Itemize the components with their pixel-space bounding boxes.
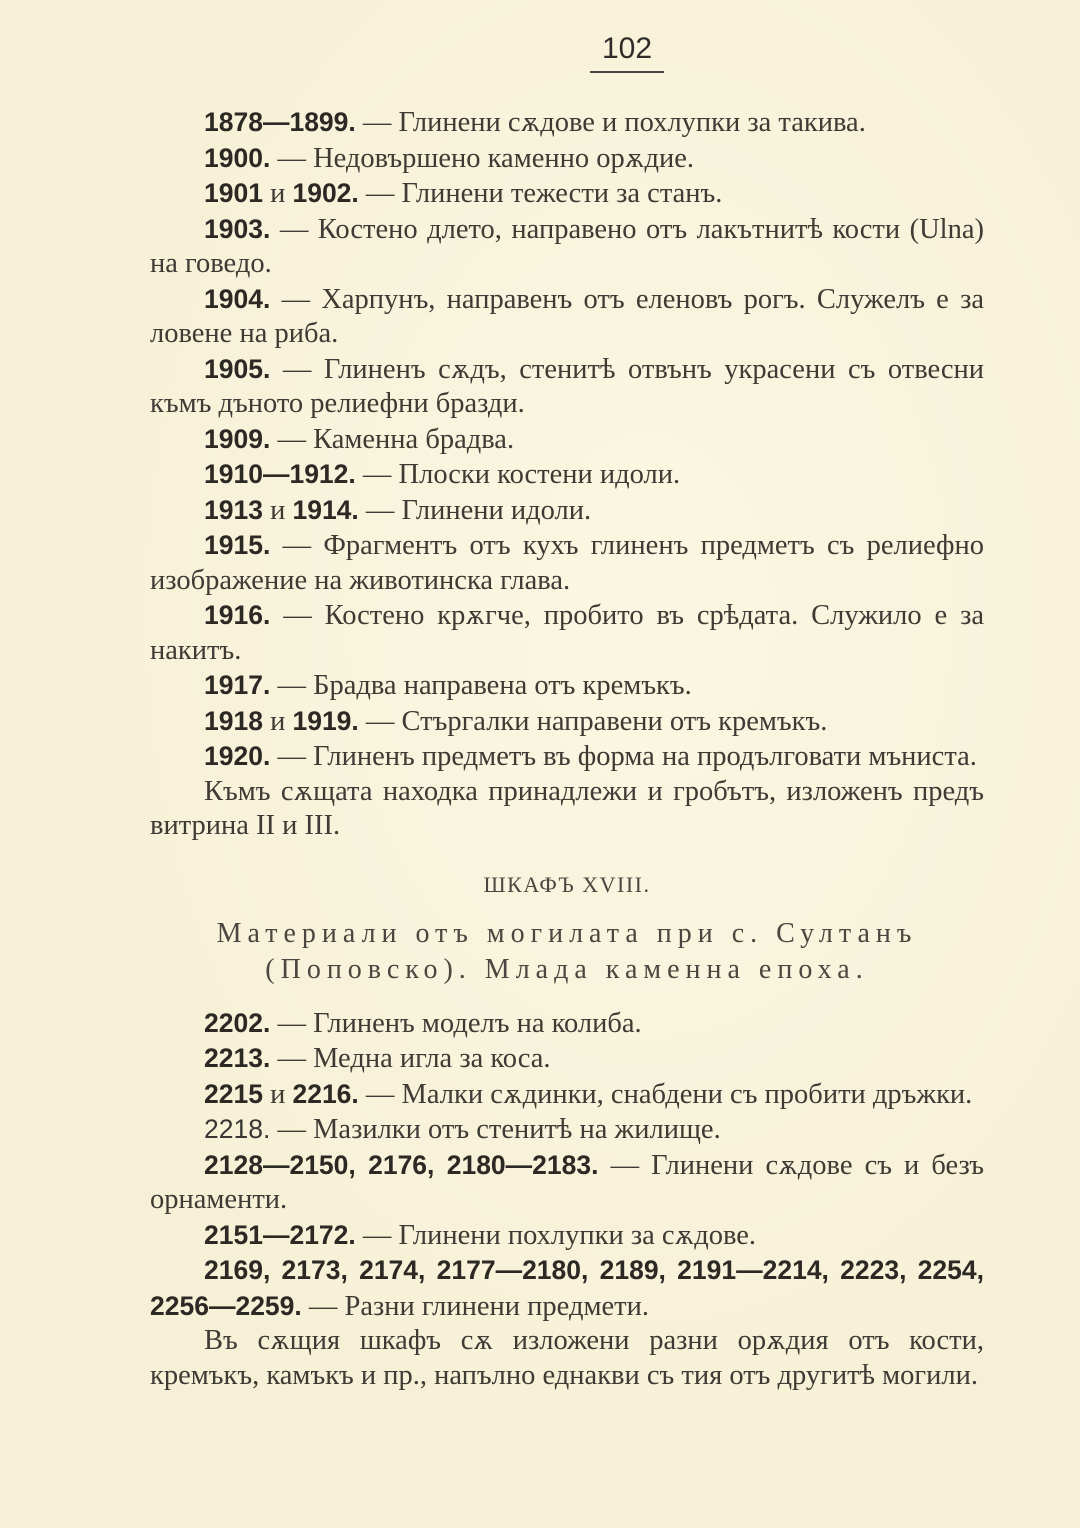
entry-1920 (150, 739, 984, 775)
page-number: 102 (590, 32, 664, 73)
entry-number: 2213. (204, 1043, 271, 1073)
entry-number: 1915. (204, 530, 271, 560)
entry-2215 (150, 1077, 984, 1113)
entry-number: 1909. (204, 423, 271, 454)
section-2 (150, 1006, 984, 1394)
entry-number-2: 1902. (292, 178, 359, 208)
entry-number: 2169, 2173, 2174, 2177—2180, 2189, 2191—2214, 2223, 2254, 2256—2259. (150, 1255, 984, 1321)
entry-number: 1920. (204, 741, 271, 771)
entry-number: 1910—1912. (204, 459, 356, 489)
entry-1901 (150, 176, 984, 212)
entry-number: 1918 (204, 705, 263, 736)
entry-text: — Разни глинени предмети. (301, 1290, 649, 1322)
entry-1900 (150, 141, 984, 177)
entry-text: — Мазилки отъ стенитѣ на жилище. (270, 1114, 721, 1145)
entry-number: 1904. (204, 283, 271, 314)
entry-number: 2215 (204, 1078, 263, 1109)
entry-number: 1905. (204, 353, 271, 384)
entry-1918 (150, 704, 984, 740)
entry-text: — Малки сѫдинки, снабдени съ пробити дръжки. (358, 1078, 973, 1110)
entry-number: 1916. (204, 600, 271, 630)
entry-number: 1901 (204, 178, 263, 208)
entry-number: 2218. (204, 1114, 271, 1144)
section-1 (150, 105, 984, 844)
section-2-closing: Въ сѫщия шкафъ сѫ изложени разни орѫдия отъ кости, кремъкъ, камъкъ и пр., напълно еднакви съ тия отъ другитѣ могили. (150, 1325, 984, 1391)
entry-number: 1913 (204, 494, 263, 525)
entry-number: 2202. (204, 1007, 271, 1038)
entry-text: — Брадва направена отъ кремъкъ. (270, 670, 692, 701)
entry-1903 (150, 212, 984, 282)
entry-number-2: 2216. (292, 1078, 359, 1109)
entry-text: — Глиненъ предметъ въ форма на продълговати мъниста. (270, 741, 977, 772)
entry-separator: и (262, 178, 293, 209)
entry-text: — Глинени сѫдове и похлупки за такива. (355, 107, 866, 138)
entry-separator: и (262, 705, 293, 737)
entry-text: — Костено длето, направено отъ лакътнитѣ кости (Ulna) на говедо. (150, 213, 984, 279)
entry-text: — Глинени похлупки за сѫдове. (355, 1219, 757, 1251)
entry-2151 (150, 1218, 984, 1254)
entry-text: — Глиненъ моделъ на колиба. (270, 1007, 642, 1039)
entry-text: — Недовършено каменно орѫдие. (270, 142, 694, 174)
entry-text: — Глинени тежести за станъ. (358, 178, 723, 209)
section-1-closing: Къмъ сѫщата находка принадлежи и гробътъ, изложенъ предъ витрина II и III. (150, 775, 984, 841)
entry-1916 (150, 598, 984, 668)
entry-1915 (150, 528, 984, 598)
entry-text: — Каменна брадва. (270, 423, 515, 455)
entry-text: — Фрагментъ отъ кухъ глиненъ предметъ съ релиефно изображение на животинска глава. (150, 530, 984, 596)
entry-separator: и (262, 494, 293, 526)
cabinet-subtitle-line-1: Материали отъ могилата при с. Султанъ (216, 917, 918, 949)
entry-2218 (150, 1112, 984, 1148)
cabinet-subtitle-line-2: (Поповско). Млада каменна епоха. (265, 953, 869, 985)
entry-1913 (150, 493, 984, 529)
entry-text: — Харпунъ, направенъ отъ еленовъ рогъ. Служелъ е за ловене на риба. (150, 283, 984, 349)
entry-2169 (150, 1253, 984, 1324)
entry-number: 1878—1899. (204, 107, 356, 137)
entry-number-2: 1919. (292, 705, 359, 736)
entry-text: — Плоски костени идоли. (355, 459, 681, 490)
entry-text: — Глинени идоли. (358, 494, 592, 526)
entry-text: — Стъргалки направени отъ кремъкъ. (358, 705, 828, 737)
entry-number: 1900. (204, 142, 271, 173)
entry-number: 2128—2150, 2176, 2180—2183. (204, 1149, 599, 1180)
entry-number: 1903. (204, 213, 271, 244)
entry-1917 (150, 668, 984, 704)
entry-text: — Глинени сѫдове съ и безъ орнаменти. (150, 1149, 985, 1215)
entry-1905 (150, 352, 984, 422)
entry-1910 (150, 457, 984, 493)
entry-text: — Костено крѫгче, пробито въ срѣдата. Служило е за накитъ. (150, 600, 984, 666)
entry-text: — Глиненъ сѫдъ, стенитѣ отвънъ украсени съ отвесни къмъ дъното релиефни бразди. (150, 353, 984, 419)
entry-1878 (150, 105, 984, 141)
cabinet-heading: ШКАФЪ XVIII. (483, 871, 651, 897)
entry-number: 1917. (204, 670, 271, 700)
entry-2128 (150, 1148, 984, 1218)
entry-number-2: 1914. (292, 494, 359, 525)
entry-1904 (150, 282, 984, 352)
cabinet-subtitle (150, 916, 984, 988)
entry-1909 (150, 422, 984, 458)
entry-text: — Медна игла за коса. (270, 1043, 551, 1074)
page-number-container (270, 32, 984, 73)
entry-2213 (150, 1041, 984, 1077)
entry-number: 2151—2172. (204, 1219, 356, 1250)
entry-2202 (150, 1006, 984, 1042)
entry-separator: и (262, 1078, 293, 1110)
